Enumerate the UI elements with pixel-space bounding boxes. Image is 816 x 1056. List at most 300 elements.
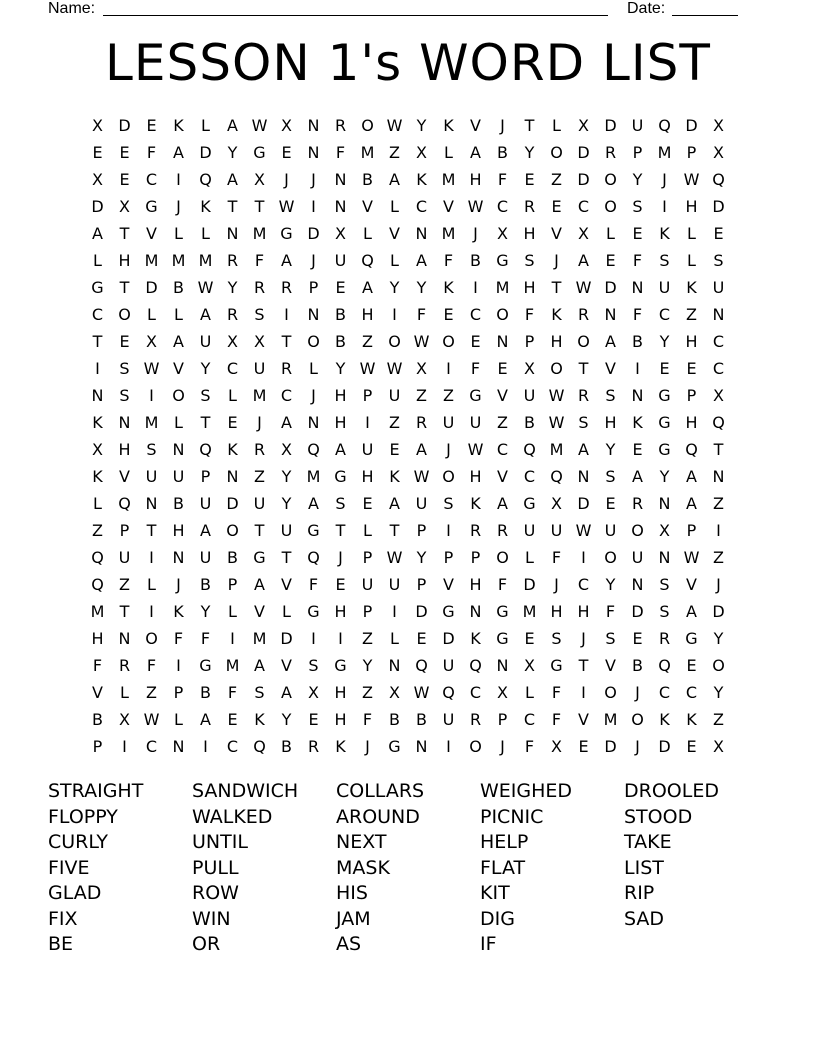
grid-letter[interactable]: G	[523, 494, 536, 513]
grid-letter[interactable]: Y	[605, 440, 616, 459]
grid-letter[interactable]: J	[500, 116, 505, 135]
grid-letter[interactable]: E	[227, 710, 238, 729]
grid-letter[interactable]: F	[227, 683, 238, 702]
grid-letter[interactable]: Z	[497, 413, 508, 432]
grid-letter[interactable]: R	[523, 197, 536, 216]
grid-letter[interactable]: X	[497, 224, 508, 243]
grid-letter[interactable]: P	[92, 737, 103, 756]
grid-letter[interactable]: U	[199, 548, 212, 567]
grid-letter[interactable]: I	[311, 197, 316, 216]
grid-letter[interactable]: C	[712, 359, 725, 378]
grid-letter[interactable]: Y	[416, 548, 427, 567]
grid-letter[interactable]: X	[389, 683, 400, 702]
grid-letter[interactable]: P	[308, 278, 319, 297]
grid-letter[interactable]: J	[554, 251, 559, 270]
grid-letter[interactable]: K	[389, 467, 400, 486]
grid-letter[interactable]: U	[442, 413, 455, 432]
grid-letter[interactable]: I	[203, 737, 208, 756]
grid-letter[interactable]: D	[577, 494, 590, 513]
grid-letter[interactable]: L	[687, 251, 696, 270]
grid-letter[interactable]: Y	[281, 467, 292, 486]
grid-letter[interactable]: H	[685, 197, 698, 216]
grid-letter[interactable]: G	[442, 602, 455, 621]
grid-letter[interactable]: X	[119, 710, 130, 729]
grid-letter[interactable]: Q	[199, 440, 212, 459]
grid-letter[interactable]: B	[362, 170, 373, 189]
grid-letter[interactable]: I	[338, 629, 343, 648]
grid-letter[interactable]: Z	[713, 548, 724, 567]
grid-letter[interactable]: T	[119, 224, 130, 243]
grid-letter[interactable]: E	[605, 494, 616, 513]
grid-letter[interactable]: N	[496, 656, 509, 675]
grid-letter[interactable]: U	[550, 521, 563, 540]
grid-letter[interactable]: I	[581, 548, 586, 567]
grid-letter[interactable]: B	[227, 548, 238, 567]
grid-letter[interactable]: V	[362, 197, 373, 216]
grid-letter[interactable]: D	[658, 737, 671, 756]
grid-letter[interactable]: J	[338, 548, 343, 567]
grid-letter[interactable]: U	[199, 494, 212, 513]
grid-letter[interactable]: H	[334, 683, 347, 702]
grid-letter[interactable]: X	[119, 197, 130, 216]
grid-letter[interactable]: B	[416, 710, 427, 729]
grid-letter[interactable]: X	[497, 683, 508, 702]
grid-letter[interactable]: H	[172, 521, 185, 540]
grid-letter[interactable]: A	[281, 251, 292, 270]
grid-letter[interactable]: D	[226, 494, 239, 513]
grid-letter[interactable]: U	[280, 521, 293, 540]
grid-letter[interactable]: N	[307, 305, 320, 324]
grid-letter[interactable]: C	[145, 737, 158, 756]
grid-letter[interactable]: L	[309, 359, 318, 378]
grid-letter[interactable]: V	[497, 467, 508, 486]
grid-letter[interactable]: X	[551, 737, 562, 756]
grid-letter[interactable]: N	[631, 575, 644, 594]
grid-letter[interactable]: W	[413, 332, 430, 351]
grid-letter[interactable]: N	[307, 143, 320, 162]
grid-letter[interactable]: S	[713, 251, 724, 270]
grid-letter[interactable]: Y	[389, 278, 400, 297]
grid-letter[interactable]: M	[603, 710, 618, 729]
grid-letter[interactable]: S	[443, 494, 454, 513]
grid-letter[interactable]: I	[581, 683, 586, 702]
grid-letter[interactable]: D	[307, 224, 320, 243]
grid-letter[interactable]: I	[392, 305, 397, 324]
grid-letter[interactable]: O	[388, 332, 401, 351]
grid-letter[interactable]: W	[251, 116, 268, 135]
grid-letter[interactable]: X	[92, 440, 103, 459]
grid-letter[interactable]: I	[446, 737, 451, 756]
grid-letter[interactable]: I	[95, 359, 100, 378]
grid-letter[interactable]: Q	[550, 467, 563, 486]
grid-letter[interactable]: T	[578, 656, 589, 675]
grid-letter[interactable]: O	[631, 521, 644, 540]
grid-letter[interactable]: N	[658, 548, 671, 567]
grid-letter[interactable]: P	[119, 521, 130, 540]
grid-letter[interactable]: H	[118, 251, 131, 270]
grid-letter[interactable]: P	[200, 467, 211, 486]
grid-letter[interactable]: W	[386, 548, 403, 567]
grid-letter[interactable]: X	[713, 116, 724, 135]
grid-letter[interactable]: Y	[227, 278, 238, 297]
grid-letter[interactable]: U	[145, 467, 158, 486]
grid-letter[interactable]: L	[363, 224, 372, 243]
grid-letter[interactable]: Y	[200, 359, 211, 378]
grid-letter[interactable]: P	[686, 143, 697, 162]
grid-letter[interactable]: F	[632, 305, 643, 324]
grid-letter[interactable]: R	[118, 656, 131, 675]
grid-letter[interactable]: T	[200, 413, 211, 432]
grid-letter[interactable]: R	[604, 143, 617, 162]
grid-letter[interactable]: H	[469, 170, 482, 189]
grid-letter[interactable]: A	[254, 575, 265, 594]
grid-letter[interactable]: Q	[712, 413, 725, 432]
grid-letter[interactable]: G	[469, 386, 482, 405]
grid-letter[interactable]: K	[551, 305, 562, 324]
grid-letter[interactable]: Z	[362, 629, 373, 648]
grid-letter[interactable]: C	[469, 683, 482, 702]
grid-letter[interactable]: L	[525, 548, 534, 567]
grid-letter[interactable]: C	[685, 683, 698, 702]
grid-letter[interactable]: I	[473, 278, 478, 297]
grid-letter[interactable]: U	[334, 251, 347, 270]
grid-letter[interactable]: L	[282, 602, 291, 621]
grid-letter[interactable]: G	[334, 656, 347, 675]
grid-letter[interactable]: L	[390, 629, 399, 648]
grid-letter[interactable]: E	[335, 278, 346, 297]
grid-letter[interactable]: S	[605, 467, 616, 486]
grid-letter[interactable]: G	[253, 143, 266, 162]
grid-letter[interactable]: O	[496, 305, 509, 324]
grid-letter[interactable]: Y	[713, 629, 724, 648]
grid-letter[interactable]: E	[686, 359, 697, 378]
grid-letter[interactable]: Z	[146, 683, 157, 702]
grid-letter[interactable]: F	[146, 656, 157, 675]
grid-letter[interactable]: C	[658, 305, 671, 324]
grid-letter[interactable]: J	[365, 737, 370, 756]
grid-letter[interactable]: D	[712, 602, 725, 621]
grid-letter[interactable]: N	[712, 467, 725, 486]
grid-letter[interactable]: D	[577, 143, 590, 162]
grid-letter[interactable]: R	[226, 251, 239, 270]
grid-letter[interactable]: G	[253, 548, 266, 567]
grid-letter[interactable]: A	[686, 602, 697, 621]
grid-letter[interactable]: O	[604, 683, 617, 702]
grid-letter[interactable]: K	[659, 710, 670, 729]
grid-letter[interactable]: U	[442, 656, 455, 675]
grid-letter[interactable]: O	[712, 656, 725, 675]
grid-letter[interactable]: L	[174, 224, 183, 243]
grid-letter[interactable]: M	[549, 440, 564, 459]
grid-letter[interactable]: X	[578, 224, 589, 243]
grid-letter[interactable]: X	[308, 683, 319, 702]
grid-letter[interactable]: L	[174, 710, 183, 729]
grid-letter[interactable]: J	[554, 575, 559, 594]
grid-letter[interactable]: O	[145, 629, 158, 648]
grid-letter[interactable]: R	[307, 737, 320, 756]
grid-letter[interactable]: M	[171, 251, 186, 270]
grid-letter[interactable]: D	[577, 170, 590, 189]
grid-letter[interactable]: R	[658, 629, 671, 648]
grid-letter[interactable]: C	[469, 305, 482, 324]
grid-letter[interactable]: U	[388, 386, 401, 405]
grid-letter[interactable]: K	[443, 116, 454, 135]
grid-letter[interactable]: B	[92, 710, 103, 729]
grid-letter[interactable]: F	[551, 548, 562, 567]
grid-letter[interactable]: X	[281, 116, 292, 135]
grid-letter[interactable]: F	[362, 710, 373, 729]
grid-letter[interactable]: R	[253, 278, 266, 297]
grid-letter[interactable]: G	[307, 521, 320, 540]
grid-letter[interactable]: S	[254, 305, 265, 324]
grid-letter[interactable]: J	[311, 170, 316, 189]
grid-letter[interactable]: C	[226, 359, 239, 378]
grid-letter[interactable]: P	[524, 332, 535, 351]
grid-letter[interactable]: L	[390, 197, 399, 216]
grid-letter[interactable]: C	[496, 440, 509, 459]
grid-letter[interactable]: J	[635, 737, 640, 756]
grid-letter[interactable]: H	[91, 629, 104, 648]
grid-letter[interactable]: X	[659, 521, 670, 540]
grid-letter[interactable]: P	[416, 521, 427, 540]
grid-letter[interactable]: W	[143, 710, 160, 729]
grid-letter[interactable]: I	[122, 737, 127, 756]
grid-letter[interactable]: W	[467, 197, 484, 216]
grid-letter[interactable]: Y	[281, 494, 292, 513]
grid-letter[interactable]: K	[416, 170, 427, 189]
grid-letter[interactable]: T	[119, 278, 130, 297]
grid-letter[interactable]: W	[575, 521, 592, 540]
grid-letter[interactable]: V	[173, 359, 184, 378]
grid-letter[interactable]: X	[92, 170, 103, 189]
grid-letter[interactable]: T	[389, 521, 400, 540]
grid-letter[interactable]: Q	[307, 548, 320, 567]
grid-letter[interactable]: J	[257, 413, 262, 432]
grid-letter[interactable]: A	[200, 710, 211, 729]
grid-letter[interactable]: N	[172, 548, 185, 567]
grid-letter[interactable]: L	[444, 143, 453, 162]
grid-letter[interactable]: T	[713, 440, 724, 459]
grid-letter[interactable]: P	[362, 548, 373, 567]
grid-letter[interactable]: E	[686, 656, 697, 675]
grid-letter[interactable]: Z	[92, 521, 103, 540]
grid-letter[interactable]: G	[388, 737, 401, 756]
grid-letter[interactable]: L	[390, 251, 399, 270]
grid-letter[interactable]: O	[631, 710, 644, 729]
grid-letter[interactable]: Y	[200, 602, 211, 621]
grid-letter[interactable]: D	[442, 629, 455, 648]
grid-letter[interactable]: M	[252, 224, 267, 243]
grid-letter[interactable]: L	[525, 683, 534, 702]
grid-letter[interactable]: N	[145, 494, 158, 513]
grid-letter[interactable]: N	[604, 305, 617, 324]
grid-letter[interactable]: H	[523, 224, 536, 243]
grid-letter[interactable]: K	[173, 602, 184, 621]
grid-letter[interactable]: L	[174, 305, 183, 324]
grid-letter[interactable]: O	[442, 467, 455, 486]
grid-letter[interactable]: A	[578, 440, 589, 459]
grid-letter[interactable]: G	[496, 602, 509, 621]
grid-letter[interactable]: K	[200, 197, 211, 216]
grid-letter[interactable]: Z	[713, 494, 724, 513]
grid-letter[interactable]: F	[524, 305, 535, 324]
grid-letter[interactable]: U	[415, 494, 428, 513]
grid-letter[interactable]: A	[389, 494, 400, 513]
grid-letter[interactable]: C	[91, 305, 104, 324]
grid-letter[interactable]: A	[686, 467, 697, 486]
grid-letter[interactable]: U	[658, 278, 671, 297]
grid-letter[interactable]: S	[200, 386, 211, 405]
grid-letter[interactable]: H	[604, 413, 617, 432]
grid-letter[interactable]: P	[686, 521, 697, 540]
grid-letter[interactable]: S	[119, 359, 130, 378]
grid-letter[interactable]: C	[415, 197, 428, 216]
grid-letter[interactable]: W	[467, 440, 484, 459]
grid-letter[interactable]: H	[550, 332, 563, 351]
grid-letter[interactable]: F	[254, 251, 265, 270]
grid-letter[interactable]: A	[389, 170, 400, 189]
grid-letter[interactable]: N	[631, 386, 644, 405]
grid-letter[interactable]: I	[392, 602, 397, 621]
grid-letter[interactable]: U	[604, 521, 617, 540]
grid-letter[interactable]: I	[176, 170, 181, 189]
grid-letter[interactable]: V	[92, 683, 103, 702]
grid-letter[interactable]: V	[497, 386, 508, 405]
grid-letter[interactable]: L	[687, 224, 696, 243]
grid-letter[interactable]: A	[308, 494, 319, 513]
grid-letter[interactable]: V	[119, 467, 130, 486]
grid-letter[interactable]: X	[713, 386, 724, 405]
grid-letter[interactable]: P	[686, 386, 697, 405]
grid-letter[interactable]: A	[605, 332, 616, 351]
grid-letter[interactable]: X	[551, 494, 562, 513]
grid-letter[interactable]: Y	[335, 359, 346, 378]
grid-letter[interactable]: U	[172, 467, 185, 486]
grid-letter[interactable]: Y	[713, 683, 724, 702]
grid-letter[interactable]: V	[146, 224, 157, 243]
grid-letter[interactable]: U	[118, 548, 131, 567]
grid-letter[interactable]: G	[307, 602, 320, 621]
grid-letter[interactable]: J	[284, 170, 289, 189]
grid-letter[interactable]: Q	[118, 494, 131, 513]
grid-letter[interactable]: E	[227, 413, 238, 432]
grid-letter[interactable]: Q	[361, 251, 374, 270]
grid-letter[interactable]: I	[365, 413, 370, 432]
grid-letter[interactable]: B	[335, 305, 346, 324]
grid-letter[interactable]: Y	[524, 143, 535, 162]
grid-letter[interactable]: P	[362, 386, 373, 405]
grid-letter[interactable]: F	[551, 710, 562, 729]
grid-letter[interactable]: S	[335, 494, 346, 513]
grid-letter[interactable]: I	[284, 305, 289, 324]
grid-letter[interactable]: H	[523, 278, 536, 297]
grid-letter[interactable]: F	[632, 251, 643, 270]
grid-letter[interactable]: S	[524, 251, 535, 270]
grid-letter[interactable]: W	[683, 170, 700, 189]
grid-letter[interactable]: I	[662, 197, 667, 216]
grid-letter[interactable]: V	[605, 656, 616, 675]
grid-letter[interactable]: E	[443, 305, 454, 324]
grid-letter[interactable]: X	[92, 116, 103, 135]
name-blank-line[interactable]	[103, 15, 608, 16]
grid-letter[interactable]: E	[389, 440, 400, 459]
grid-letter[interactable]: O	[604, 197, 617, 216]
grid-letter[interactable]: X	[254, 332, 265, 351]
grid-letter[interactable]: R	[631, 494, 644, 513]
grid-letter[interactable]: D	[631, 602, 644, 621]
grid-letter[interactable]: S	[659, 575, 670, 594]
grid-letter[interactable]: P	[443, 548, 454, 567]
grid-letter[interactable]: M	[657, 143, 672, 162]
grid-letter[interactable]: W	[413, 467, 430, 486]
grid-letter[interactable]: H	[334, 413, 347, 432]
grid-letter[interactable]: B	[173, 278, 184, 297]
grid-letter[interactable]: D	[91, 197, 104, 216]
grid-letter[interactable]: A	[173, 143, 184, 162]
grid-letter[interactable]: E	[416, 629, 427, 648]
grid-letter[interactable]: E	[470, 332, 481, 351]
grid-letter[interactable]: P	[362, 602, 373, 621]
grid-letter[interactable]: B	[200, 683, 211, 702]
grid-letter[interactable]: D	[118, 116, 131, 135]
grid-letter[interactable]: Q	[307, 440, 320, 459]
grid-letter[interactable]: F	[524, 737, 535, 756]
grid-letter[interactable]: A	[227, 116, 238, 135]
grid-letter[interactable]: W	[413, 683, 430, 702]
grid-letter[interactable]: X	[281, 440, 292, 459]
grid-letter[interactable]: E	[632, 629, 643, 648]
grid-letter[interactable]: J	[500, 737, 505, 756]
grid-letter[interactable]: C	[658, 683, 671, 702]
grid-letter[interactable]: Z	[362, 332, 373, 351]
grid-letter[interactable]: B	[497, 143, 508, 162]
grid-letter[interactable]: I	[446, 359, 451, 378]
grid-letter[interactable]: E	[335, 575, 346, 594]
grid-letter[interactable]: A	[227, 170, 238, 189]
grid-letter[interactable]: A	[92, 224, 103, 243]
grid-letter[interactable]: G	[658, 386, 671, 405]
grid-letter[interactable]: Q	[253, 737, 266, 756]
grid-letter[interactable]: B	[524, 413, 535, 432]
grid-letter[interactable]: U	[388, 575, 401, 594]
grid-letter[interactable]: J	[446, 440, 451, 459]
grid-letter[interactable]: J	[311, 251, 316, 270]
grid-letter[interactable]: X	[713, 737, 724, 756]
grid-letter[interactable]: O	[577, 332, 590, 351]
grid-letter[interactable]: J	[176, 575, 181, 594]
grid-letter[interactable]: A	[281, 413, 292, 432]
grid-letter[interactable]: S	[578, 413, 589, 432]
grid-letter[interactable]: D	[415, 602, 428, 621]
grid-letter[interactable]: I	[635, 359, 640, 378]
grid-letter[interactable]: S	[632, 197, 643, 216]
grid-letter[interactable]: S	[119, 386, 130, 405]
grid-letter[interactable]: O	[604, 548, 617, 567]
grid-letter[interactable]: N	[118, 629, 131, 648]
grid-letter[interactable]: M	[522, 602, 537, 621]
grid-letter[interactable]: U	[253, 359, 266, 378]
grid-letter[interactable]: N	[415, 224, 428, 243]
grid-letter[interactable]: X	[416, 143, 427, 162]
grid-letter[interactable]: V	[281, 575, 292, 594]
grid-letter[interactable]: I	[446, 521, 451, 540]
grid-letter[interactable]: E	[308, 710, 319, 729]
grid-letter[interactable]: A	[632, 467, 643, 486]
grid-letter[interactable]: A	[416, 251, 427, 270]
grid-letter[interactable]: K	[254, 710, 265, 729]
grid-letter[interactable]: K	[92, 467, 103, 486]
grid-letter[interactable]: O	[550, 359, 563, 378]
